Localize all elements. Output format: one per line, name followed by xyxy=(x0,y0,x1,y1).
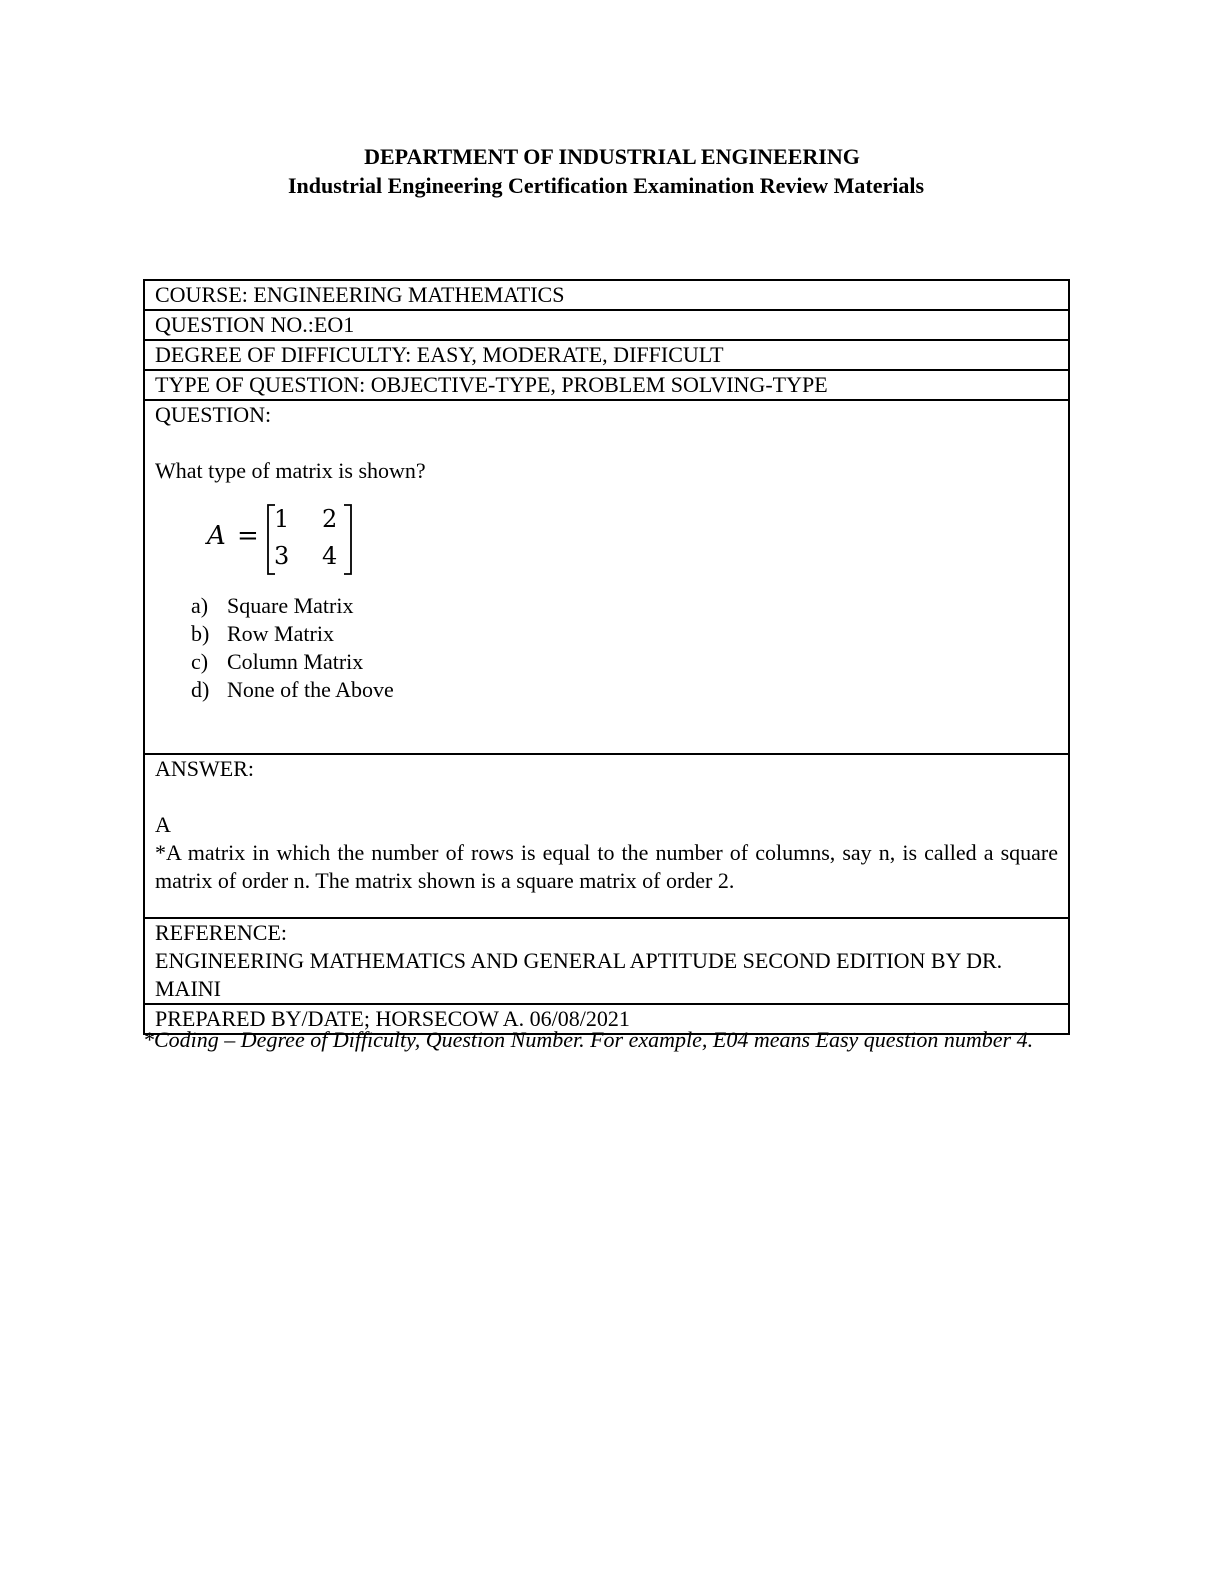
question-type-row xyxy=(144,370,1069,400)
coding-footnote: *Coding – Degree of Difficulty, Question Number. For example, E04 means Easy question number 4. xyxy=(143,1027,1034,1052)
choice-item xyxy=(155,676,1058,704)
answer-cell xyxy=(144,754,1069,918)
choice-item xyxy=(155,592,1058,620)
reference-row xyxy=(144,918,1069,1004)
answer-row xyxy=(144,754,1069,918)
answer-value: A xyxy=(155,812,171,837)
equals-sign: = xyxy=(237,521,259,551)
choice-text: None of the Above xyxy=(227,677,394,702)
choice-letter: a) xyxy=(191,593,209,618)
choice-item xyxy=(155,620,1058,648)
question-text: What type of matrix is shown? xyxy=(155,458,426,483)
question-label: QUESTION: xyxy=(155,402,272,427)
question-type-cell: TYPE OF QUESTION: OBJECTIVE-TYPE, PROBLEM SOLVING-TYPE xyxy=(144,370,1069,400)
document-title: Industrial Engineering Certification Examination Review Materials xyxy=(287,173,925,198)
matrix-equation xyxy=(207,502,1058,582)
matrix-cell-r2c1: 3 xyxy=(274,542,290,570)
prepared-by-cell: PREPARED BY/DATE; HORSECOW A. 06/08/2021 xyxy=(144,1004,1069,1034)
question-row xyxy=(144,400,1069,754)
department-heading: DEPARTMENT OF INDUSTRIAL ENGINEERING xyxy=(364,144,860,169)
choice-letter: b) xyxy=(191,621,210,646)
question-number-cell: QUESTION NO.:EO1 xyxy=(144,310,1069,340)
document-header xyxy=(0,142,1224,200)
course-row xyxy=(144,280,1069,310)
choice-letter: c) xyxy=(191,649,209,674)
question-form-table xyxy=(143,279,1070,1035)
question-cell xyxy=(144,400,1069,754)
reference-text: ENGINEERING MATHEMATICS AND GENERAL APTITUDE SECOND EDITION BY DR. MAINI xyxy=(155,948,1003,1001)
matrix-cell-r2c2: 4 xyxy=(322,542,338,570)
choice-text: Column Matrix xyxy=(227,649,364,674)
reference-cell xyxy=(144,918,1069,1004)
matrix-cell-r1c1: 1 xyxy=(274,505,290,533)
answer-label: ANSWER: xyxy=(155,756,254,781)
choice-text: Row Matrix xyxy=(227,621,334,646)
reference-label: REFERENCE: xyxy=(155,920,288,945)
answer-choices xyxy=(155,592,1058,704)
course-cell: COURSE: ENGINEERING MATHEMATICS xyxy=(144,280,1069,310)
difficulty-cell: DEGREE OF DIFFICULTY: EASY, MODERATE, DIFFICULT xyxy=(144,340,1069,370)
choice-item xyxy=(155,648,1058,676)
matrix-cell-r1c2: 2 xyxy=(322,505,338,533)
question-number-row xyxy=(144,310,1069,340)
choice-letter: d) xyxy=(191,677,210,702)
matrix-name: A xyxy=(207,521,226,551)
choice-text: Square Matrix xyxy=(227,593,354,618)
answer-explanation: *A matrix in which the number of rows is equal to the number of columns, say n, is called a square matrix of order n. The matrix shown is a square matrix of order 2. xyxy=(155,840,1058,893)
difficulty-row xyxy=(144,340,1069,370)
